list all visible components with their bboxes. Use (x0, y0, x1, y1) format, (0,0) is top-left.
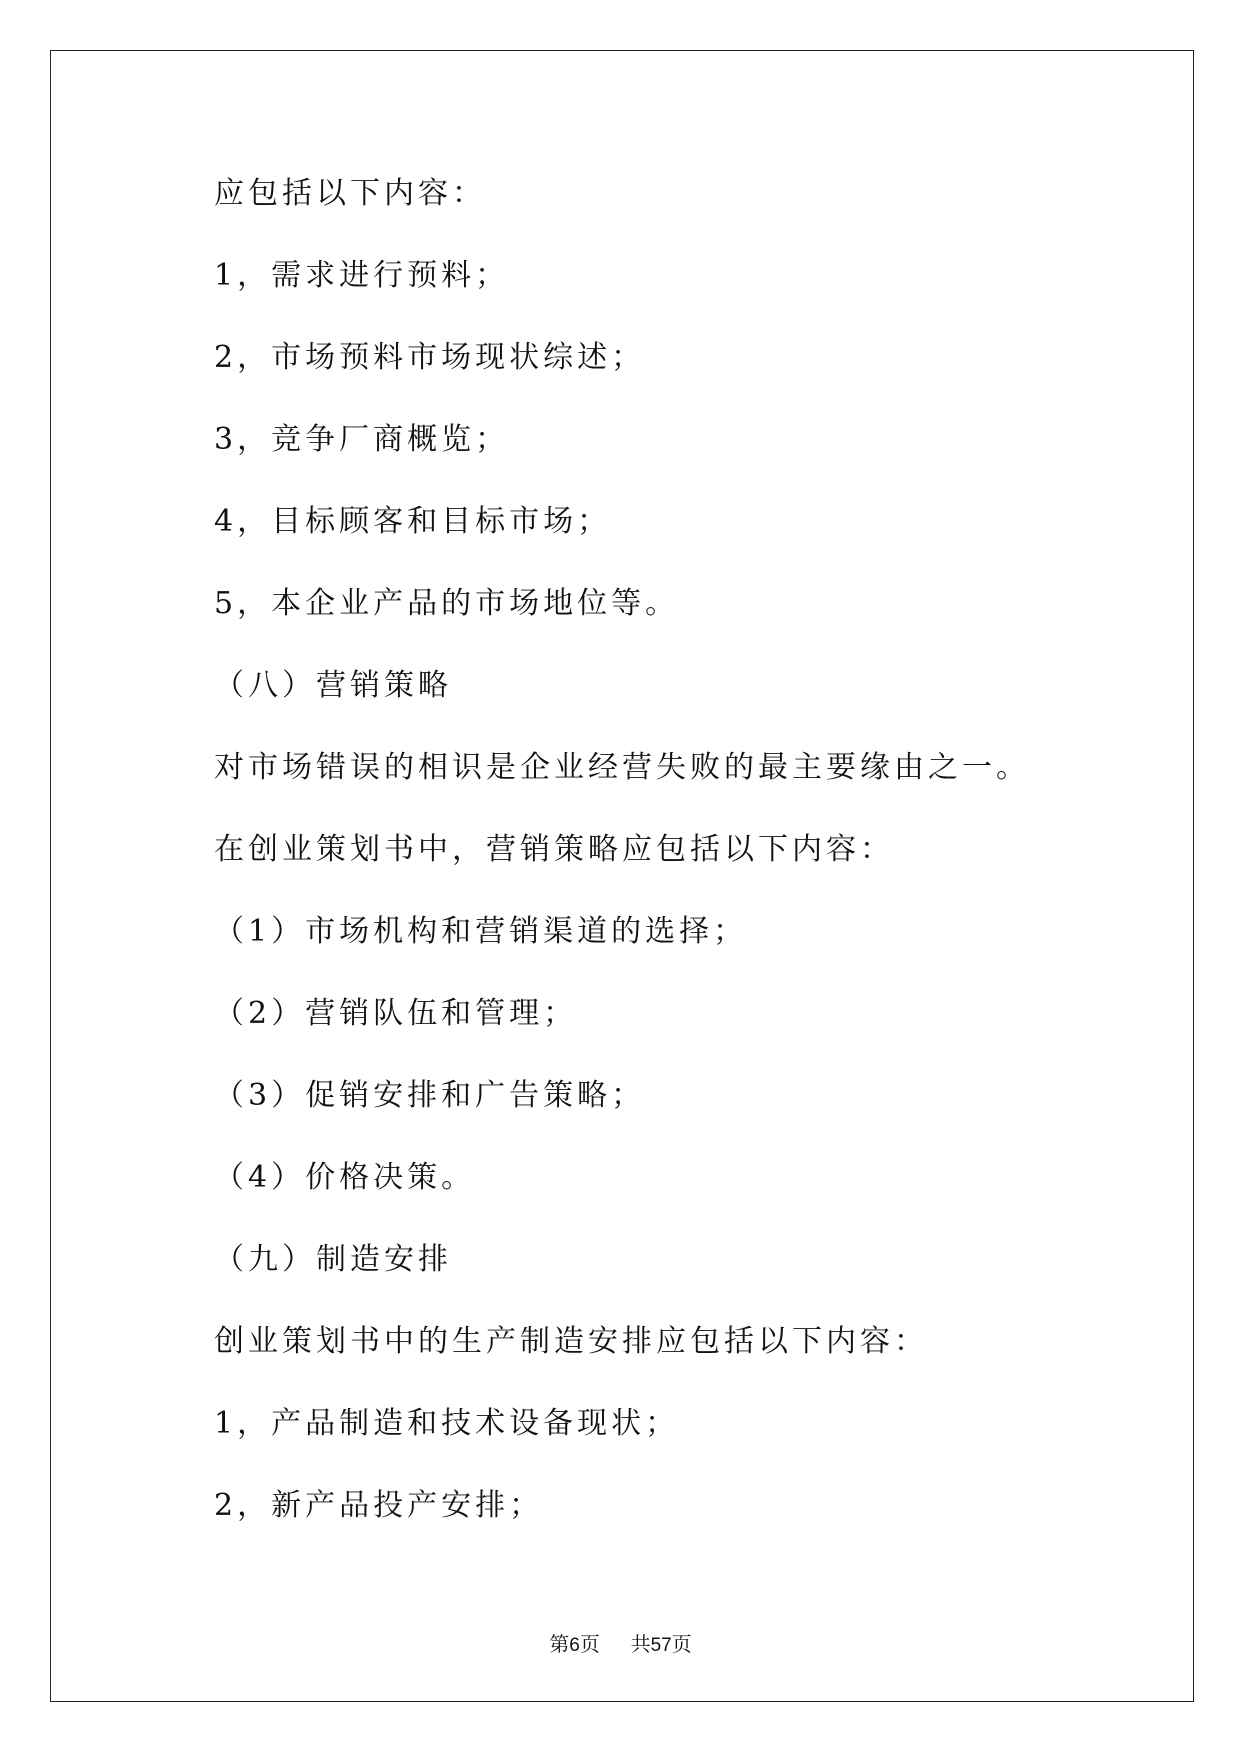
total-page-number: 57 (650, 1635, 672, 1656)
list-item: 1，需求进行预料； (214, 258, 510, 293)
page-prefix: 第 (549, 1632, 570, 1656)
list-item: （1）市场机构和营销渠道的选择； (214, 914, 748, 949)
total-pages (631, 1632, 692, 1656)
page-suffix: 页 (579, 1632, 600, 1656)
list-item: （2）营销队伍和管理； (214, 996, 578, 1031)
current-page-number: 6 (569, 1635, 580, 1656)
list-item: 4，目标顾客和目标市场； (214, 504, 612, 539)
list-item: 2，新产品投产安排； (214, 1488, 544, 1523)
list-item: 5，本企业产品的市场地位等。 (214, 586, 680, 621)
section-heading: （八）营销策略 (214, 668, 452, 703)
list-item: （3）促销安排和广告策略； (214, 1078, 646, 1113)
page-footer (0, 1632, 1241, 1658)
list-item: 3，竞争厂商概览； (214, 422, 510, 457)
section-heading: （九）制造安排 (214, 1242, 452, 1277)
document-body (214, 168, 1074, 1562)
list-item: 2，市场预料市场现状综述； (214, 340, 646, 375)
text-line: 对市场错误的相识是企业经营失败的最主要缘由之一。 (214, 750, 1030, 785)
list-item: （4）价格决策。 (214, 1160, 476, 1195)
text-line: 创业策划书中的生产制造安排应包括以下内容： (214, 1324, 928, 1359)
text-line: 应包括以下内容： (214, 176, 486, 211)
page-number (549, 1632, 606, 1656)
total-prefix: 共 (630, 1632, 651, 1656)
total-suffix: 页 (671, 1632, 692, 1656)
text-line: 在创业策划书中，营销策略应包括以下内容： (214, 832, 894, 867)
list-item: 1，产品制造和技术设备现状； (214, 1406, 680, 1441)
